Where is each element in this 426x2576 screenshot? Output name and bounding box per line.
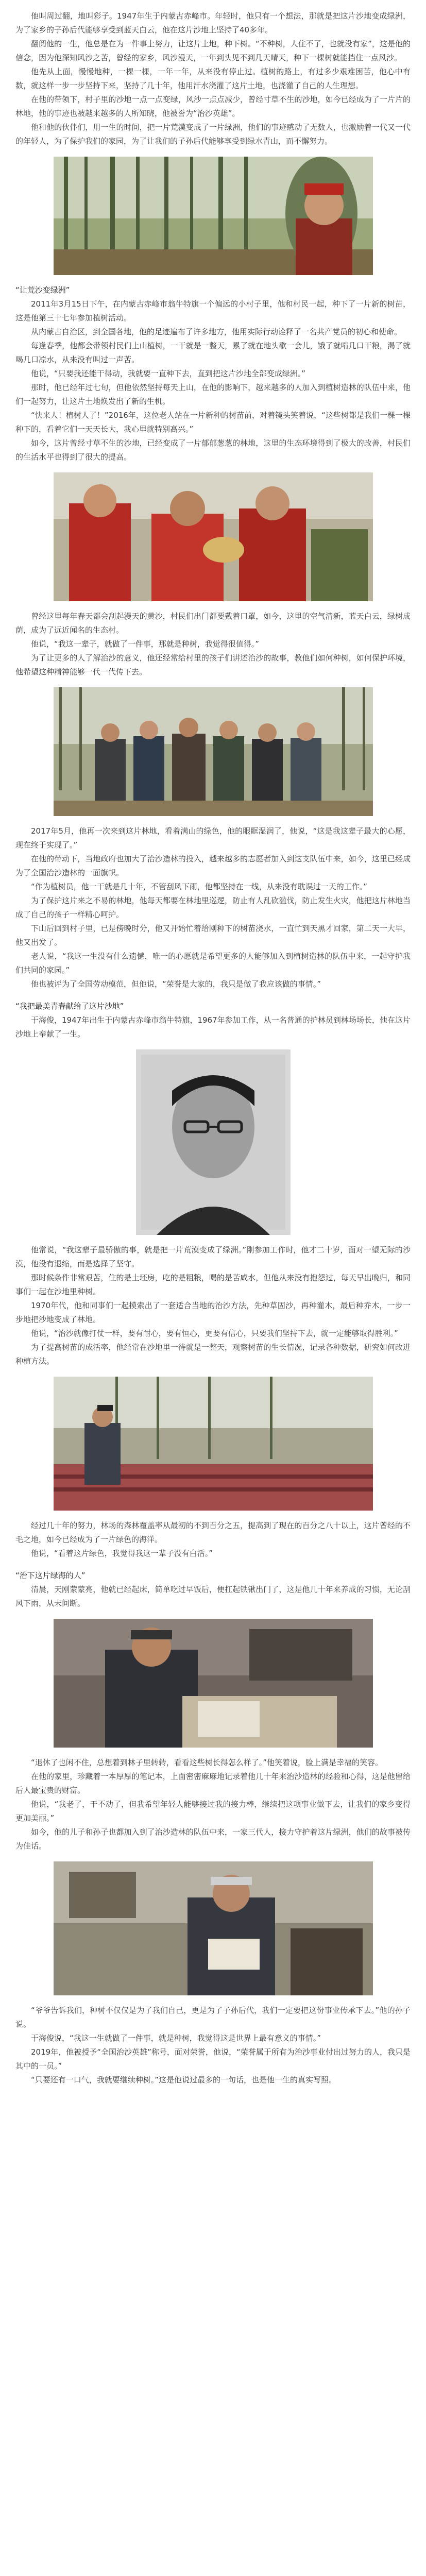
paragraph: 他和他的伙伴们，用一生的时间，把一片荒漠变成了一片绿洲，他们的事迹感动了无数人，也激励着一代又一代的年轻人，为了保护我们的家园，为了让我们的子孙后代能够享受到绿水青山，而不懈努力。 [15, 123, 411, 146]
paragraph: 那时候条件非常艰苦，住的是土坯房，吃的是粗粮，喝的是苦咸水，但他从来没有抱怨过，每天早出晚归，和同事们一起在沙地里种树。 [15, 1273, 411, 1296]
paragraph: 在他的带动下，当地政府也加大了治沙造林的投入，越来越多的志愿者加入到这支队伍中来，如今，这里已经成为了全国治沙造林的一面旗帜。 [15, 854, 411, 877]
paragraph: 在他的带领下，村子里的沙地一点一点变绿，风沙一点点减少，曾经寸草不生的沙地，如今已经成为了一片片的林地，他的事迹也被越来越多的人所知晓，他被誉为“治沙英雄”。 [15, 95, 411, 118]
paragraph: 在他的家里，珍藏着一本厚厚的笔记本，上面密密麻麻地记录着他几十年来治沙造林的经验和心得，这是他留给后人最宝贵的财富。 [15, 1772, 411, 1795]
paragraph: 为了让更多的人了解治沙的意义，他还经常给村里的孩子们讲述治沙的故事，教他们如何种树，如何保护环境，他希望这种精神能够一代一代传下去。 [15, 653, 411, 676]
paragraph: 他叫周过翻，地叫彩子。1947年生于内蒙古赤峰市。年轻时，他只有一个想法，那就是把这片沙地变成绿洲，为了家乡的子孙后代能够享受到蓝天白云，他在这片沙地上坚持了40多年。 [15, 11, 411, 35]
paragraph: “爷爷告诉我们，种树不仅仅是为了我们自己，更是为了子孙后代，我们一定要把这份事业传承下去。”他的孙子说。 [15, 2006, 411, 2029]
paragraph: 他说，“我老了，干不动了，但我希望年轻人能够接过我的接力棒，继续把这项事业做下去，让我们的家乡变得更加美丽。” [15, 1800, 411, 1823]
paragraph: 他也被评为了全国劳动模范，但他说，“荣誉是大家的，我只是做了我应该做的事情。” [31, 979, 321, 989]
paragraph: 每逢春季，他都会带领村民们上山植树，一干就是一整天，累了就在地头歇一会儿，饿了就啃几口干粮，渴了就喝几口凉水，从来没有叫过一声苦。 [15, 341, 411, 364]
paragraph: 2011年3月15日下午，在内蒙古赤峰市翁牛特旗一个偏远的小村子里，他和村民一起，种下了一片新的树苗，这是他第三十七年参加植树活动。 [15, 299, 411, 323]
photo-group-red-jackets [54, 472, 373, 601]
paragraph: 2017年5月，他再一次来到这片林地，看着满山的绿色，他的眼眶湿润了，他说，“这是我这辈子最大的心愿，现在终于实现了。” [15, 826, 411, 850]
paragraph: 那时，他已经年过七旬，但他依然坚持每天上山，在他的影响下，越来越多的人加入到植树造林的队伍中来，他们一起努力，让这片土地焕发出了新的生机。 [15, 383, 411, 406]
photo-seedling-nursery [54, 1377, 373, 1511]
photo-forest-man [54, 157, 373, 275]
paragraph: 他说，“我这一辈子，就做了一件事，那就是种树，我觉得很值得。” [31, 639, 260, 649]
section-heading: “我把最美青春献给了这片沙地” [15, 1002, 124, 1011]
paragraph: 他说，“治沙就像打仗一样，要有耐心，要有恒心，更要有信心，只要我们坚持下去，就一定能够取得胜利。” [31, 1329, 399, 1338]
paragraph: 为了提高树苗的成活率，他经常在沙地里一待就是一整天，观察树苗的生长情况，记录各种数据，研究如何改进种植方法。 [15, 1343, 411, 1366]
paragraph: 从内蒙古自治区，到全国各地，他的足迹遍布了许多地方，他用实际行动诠释了一名共产党员的初心和使命。 [31, 327, 402, 336]
section-heading: “让荒沙变绿洲” [15, 285, 70, 295]
paragraph: 于海俊说，“我这一生就做了一件事，就是种树，我觉得这是世界上最有意义的事情。” [31, 2033, 321, 2043]
photo-group-forest [54, 687, 373, 816]
paragraph: 他先从上面，慢慢地种，一棵一棵，一年一年，从来没有停止过。植树的路上，有过多少艰难困苦，他心中有数，就这样一步一步坚持下来，坚持了几十年，他用汗水浇灌了这片土地，也浇灌了自己的人生理想。 [15, 67, 411, 90]
paragraph: 为了保护这片来之不易的林地，他每天都要在林地里巡逻，防止有人乱砍滥伐，防止发生火灾，他把这片林地当成了自己的孩子一样精心呵护。 [15, 896, 411, 919]
paragraph: “退休了也闲不住，总想着到林子里转转，看看这些树长得怎么样了。”他笑着说，脸上满是幸福的笑容。 [31, 1758, 383, 1767]
paragraph: 如今，这片曾经寸草不生的沙地，已经变成了一片郁郁葱葱的林地，这里的生态环境得到了极大的改善，村民们的生活水平也得到了很大的提高。 [15, 438, 411, 462]
paragraph: 2019年，他被授予“全国治沙英雄”称号，面对荣誉，他说，“荣誉属于所有为治沙事业付出过努力的人，我只是其中的一员。” [15, 2047, 411, 2071]
paragraph: 翻阅他的一生，他总是在为一件事上努力，让这片土地，种下树。“不种树，人住不了，也就没有家”，这是他的信念，因为他深知风沙之苦，曾经的家乡，风沙漫天，一年到头见不到几天晴天，种下一棵树就能挡住一点风沙。 [15, 39, 411, 62]
paragraph: 清晨，天刚蒙蒙亮，他就已经起床，简单吃过早饭后，便扛起铁锹出门了，这是他几十年来养成的习惯，无论刮风下雨，从未间断。 [15, 1585, 411, 1608]
paragraph: 于海俊，1947年出生于内蒙古赤峰市翁牛特旗，1967年参加工作，从一名普通的护林员到林场场长，他在这片沙地上奉献了一生。 [15, 1015, 411, 1039]
section-heading: “治下这片绿海的人” [15, 1571, 86, 1580]
paragraph: “只要还有一口气，我就要继续种树。”这是他说过最多的一句话，也是他一生的真实写照。 [31, 2075, 337, 2084]
paragraph: 如今，他的儿子和孙子也都加入到了治沙造林的队伍中来，一家三代人，接力守护着这片绿洲，他们的故事被传为佳话。 [15, 1827, 411, 1851]
photo-bw-portrait [136, 1049, 291, 1235]
paragraph: “快来人！植树人了！”2016年，这位老人站在一片新种的树苗前，对着镜头笑着说，“这些树都是我们一棵一棵种下的，看着它们一天天长大，我心里就特别高兴。” [15, 411, 411, 434]
paragraph: 老人说，“我这一生没有什么遗憾，唯一的心愿就是希望更多的人能够加入到植树造林的队伍中来，一起守护我们共同的家园。” [15, 952, 411, 975]
paragraph: 曾经这里每年春天都会刮起漫天的黄沙，村民们出门都要戴着口罩，如今，这里的空气清新，蓝天白云，绿树成荫，成为了远近闻名的生态村。 [15, 612, 411, 635]
paragraph: 他常说，“我这辈子最骄傲的事，就是把一片荒漠变成了绿洲。”刚参加工作时，他才二十岁，面对一望无际的沙漠，他没有退缩，而是选择了坚守。 [15, 1245, 411, 1268]
paragraph: 他说，“看着这片绿色，我觉得我这一辈子没有白活。” [31, 1549, 213, 1558]
paragraph: 经过几十年的努力，林场的森林覆盖率从最初的不到百分之五，提高到了现在的百分之八十以上，这片曾经的不毛之地，如今已经成为了一片绿色的海洋。 [15, 1521, 411, 1544]
photo-man-reading [54, 1861, 373, 1995]
paragraph: 下山后回到村子里，已是傍晚时分，他又开始忙着给刚种下的树苗浇水，一直忙到天黑才回家，第二天一大早，他又出发了。 [15, 924, 411, 947]
paragraph: 他说，“只要我还能干得动，我就要一直种下去，直到把这片沙地全部变成绿洲。” [31, 369, 306, 378]
photo-man-at-desk [54, 1619, 373, 1748]
paragraph: 1970年代，他和同事们一起摸索出了一套适合当地的治沙方法，先种草固沙，再种灌木，最后种乔木，一步一步地把沙地变成了林地。 [15, 1301, 411, 1324]
paragraph: “作为植树员，他一干就是几十年，不管刮风下雨，他都坚持在一线，从来没有耽误过一天的工作。” [31, 882, 368, 891]
